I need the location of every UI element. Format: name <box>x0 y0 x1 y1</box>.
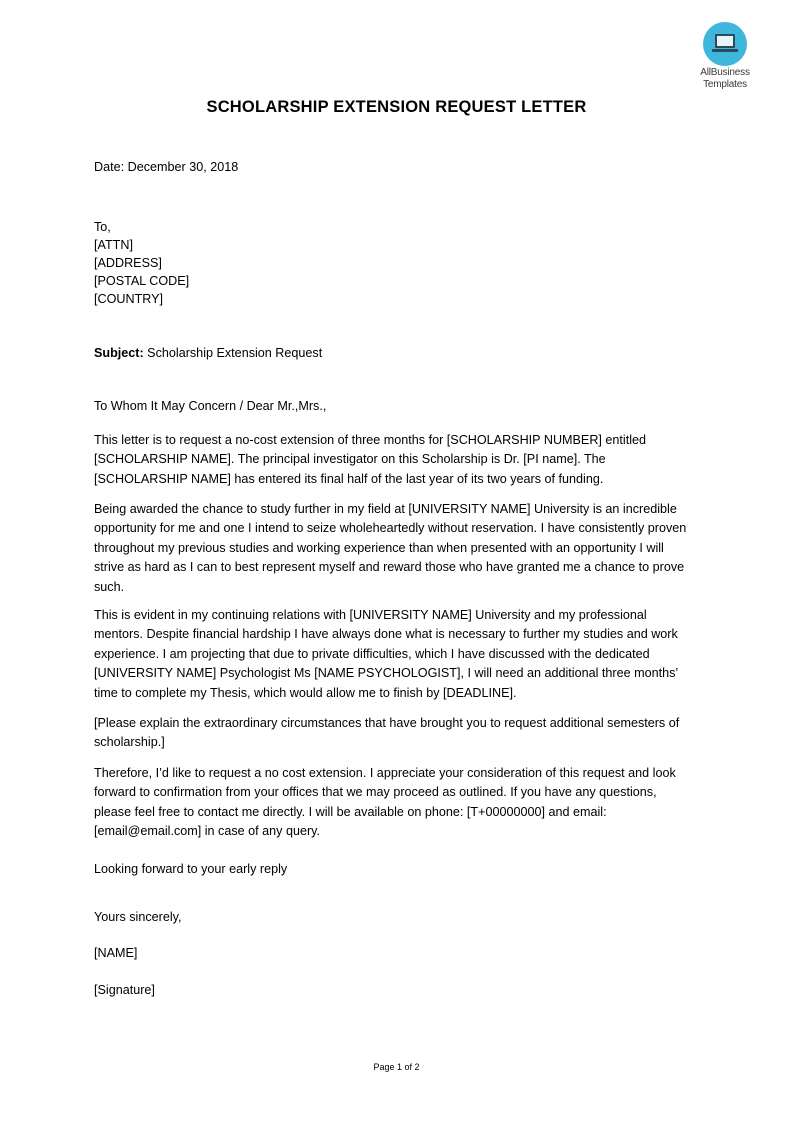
paragraph-1: This letter is to request a no-cost extension of three months for [SCHOLARSHIP NUMBER] entitled [SCHOLARSHIP NAME]. The principal investigator on this Scholarship is Dr. [PI name]. The [SCHOLARSHIP NAME] has entered its final half of the last year of its two years of funding. <box>94 433 647 486</box>
recipient-to: To, <box>94 220 111 234</box>
closing-name: [NAME] <box>94 946 138 960</box>
paragraph-4: [Please explain the extraordinary circumstances that have brought you to request additional semesters of scholarship.] <box>94 716 680 750</box>
recipient-postal-code: [POSTAL CODE] <box>94 274 190 288</box>
letter-title: SCHOLARSHIP EXTENSION REQUEST LETTER <box>206 98 587 116</box>
logo-text-line2: Templates <box>703 79 747 90</box>
paragraph-2: Being awarded the chance to study further in my field at [UNIVERSITY NAME] University is an incredible opportunity for me and one I intend to seize wholeheartedly without reservation. I have consistently proven throughout my previous studies and working experience than when presented with an opportunity I will strive as hard as I can to best represent myself and reward those who have granted me a chance to prove such. <box>94 502 687 594</box>
closing-looking-forward: Looking forward to your early reply <box>94 862 288 876</box>
page-number: Page 1 of 2 <box>373 1062 420 1072</box>
closing-signature: [Signature] <box>94 983 155 997</box>
logo-circle <box>703 22 747 66</box>
subject-label: Subject: <box>94 346 144 360</box>
salutation: To Whom It May Concern / Dear Mr.,Mrs., <box>94 399 327 413</box>
paragraph-3: This is evident in my continuing relations with [UNIVERSITY NAME] University and my professional mentors. Despite financial hardship I have always done what is necessary to further my studies and work experience. I am projecting that due to private difficulties, which I have discussed with the dedicated [UNIVERSITY NAME] Psychologist Ms [NAME PSYCHOLOGIST], I will need an additional three months’ time to complete my Thesis, which would allow me to finish by [DEADLINE]. <box>94 608 678 700</box>
logo-text-line1: AllBusiness <box>700 67 750 78</box>
letter-date: Date: December 30, 2018 <box>94 160 239 174</box>
paragraph-5: Therefore, I’d like to request a no cost extension. I appreciate your consideration of this request and look forward to confirmation from your offices that we may proceed as outlined. If you have any questions, please feel free to contact me directly. I will be available on phone: [T+00000000] and email: [email@email.com] in case of any query. <box>94 766 676 839</box>
closing-sign-off: Yours sincerely, <box>94 910 182 924</box>
recipient-country: [COUNTRY] <box>94 292 164 306</box>
allbusiness-templates-logo <box>690 22 760 91</box>
laptop-icon <box>712 33 738 55</box>
subject-text: Scholarship Extension Request <box>143 346 323 360</box>
recipient-address: [ADDRESS] <box>94 256 162 270</box>
subject-line <box>94 344 322 363</box>
recipient-attn: [ATTN] <box>94 238 133 252</box>
